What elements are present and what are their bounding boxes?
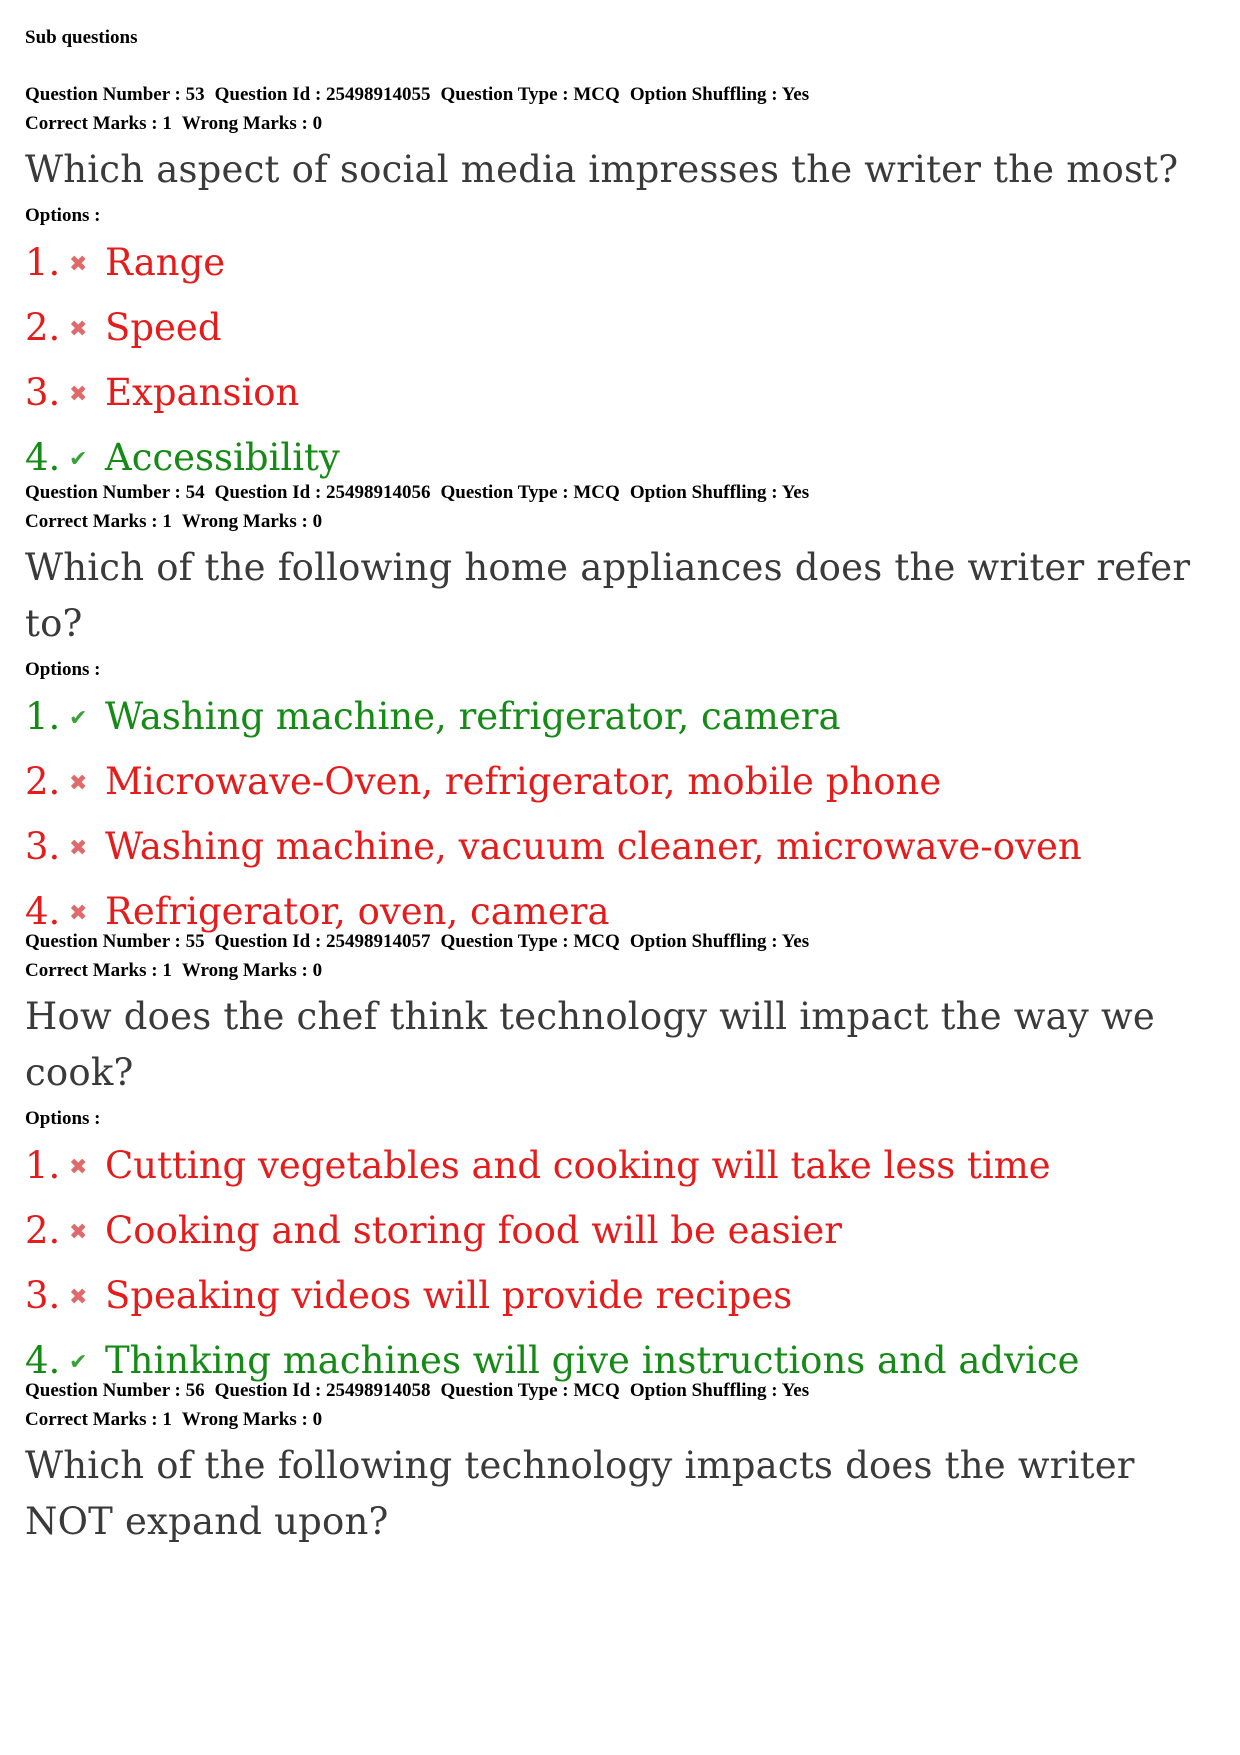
question-block [25, 478, 1215, 944]
option-text: Washing machine, refrigerator, camera [105, 695, 841, 738]
option-item [25, 1263, 1215, 1328]
option-shuffling-label: Option Shuffling : [629, 84, 778, 105]
question-text: Which aspect of social media impresses the writer the most? [25, 148, 1179, 191]
option-text: Cooking and storing food will be easier [105, 1209, 842, 1252]
wrong-marks: 0 [312, 960, 323, 981]
cross-icon: ✖ [69, 382, 88, 407]
wrong-marks: 0 [312, 1409, 323, 1430]
correct-marks: 1 [162, 1409, 172, 1430]
question-number-label: Question Number : [25, 84, 181, 105]
question-type-label: Question Type : [440, 84, 569, 105]
question-id: 25498914058 [326, 1380, 431, 1401]
option-text: Thinking machines will give instructions and advice [105, 1339, 1080, 1382]
options-list [25, 684, 1215, 944]
question-meta-line [25, 927, 1215, 956]
options-label: Options : [25, 1108, 101, 1129]
option-number: 1. [25, 1144, 61, 1187]
option-item [25, 684, 1215, 749]
question-type: MCQ [573, 84, 620, 105]
correct-marks-label: Correct Marks : [25, 511, 158, 532]
check-icon: ✔ [69, 706, 88, 731]
question-type-label: Question Type : [440, 931, 569, 952]
cross-icon: ✖ [69, 1220, 88, 1245]
cross-icon: ✖ [69, 901, 88, 926]
options-label: Options : [25, 659, 101, 680]
check-icon: ✔ [69, 1350, 88, 1375]
option-item [25, 749, 1215, 814]
question-id-label: Question Id : [214, 84, 322, 105]
cross-icon: ✖ [69, 771, 88, 796]
question-type: MCQ [573, 482, 620, 503]
question-number: 53 [185, 84, 205, 105]
option-item [25, 360, 1215, 425]
options-list [25, 1133, 1215, 1393]
correct-marks: 1 [162, 511, 172, 532]
marks-line [25, 109, 1215, 138]
section-title: Sub questions [25, 27, 138, 48]
question-text: Which of the following home appliances does the writer refer to? [25, 546, 1191, 645]
question-number-label: Question Number : [25, 482, 181, 503]
option-shuffling-label: Option Shuffling : [629, 1380, 778, 1401]
question-id-label: Question Id : [214, 1380, 322, 1401]
question-text: Which of the following technology impacts does the writer NOT expand upon? [25, 1444, 1135, 1543]
marks-line [25, 507, 1215, 536]
question-id: 25498914055 [326, 84, 431, 105]
correct-marks: 1 [162, 960, 172, 981]
question-type-label: Question Type : [440, 1380, 569, 1401]
marks-line [25, 1405, 1215, 1434]
question-id-label: Question Id : [214, 931, 322, 952]
question-meta-line [25, 1376, 1215, 1405]
option-text: Microwave-Oven, refrigerator, mobile phone [105, 760, 942, 803]
question-type: MCQ [573, 931, 620, 952]
marks-line [25, 956, 1215, 985]
question-number: 55 [185, 931, 205, 952]
option-text: Accessibility [105, 436, 340, 479]
cross-icon: ✖ [69, 836, 88, 861]
option-text: Range [105, 241, 226, 284]
option-text: Speed [105, 306, 222, 349]
correct-marks-label: Correct Marks : [25, 1409, 158, 1430]
option-number: 2. [25, 1209, 61, 1252]
correct-marks-label: Correct Marks : [25, 960, 158, 981]
option-shuffling: Yes [781, 84, 810, 105]
option-shuffling: Yes [781, 931, 810, 952]
options-label: Options : [25, 205, 101, 226]
question-block [25, 927, 1215, 1393]
option-text: Cutting vegetables and cooking will take less time [105, 1144, 1051, 1187]
option-number: 1. [25, 695, 61, 738]
cross-icon: ✖ [69, 1155, 88, 1180]
question-number-label: Question Number : [25, 1380, 181, 1401]
options-list [25, 230, 1215, 490]
question-id-label: Question Id : [214, 482, 322, 503]
option-item [25, 230, 1215, 295]
option-item [25, 814, 1215, 879]
question-block [25, 1376, 1215, 1550]
check-icon: ✔ [69, 447, 88, 472]
option-number: 4. [25, 436, 61, 479]
cross-icon: ✖ [69, 317, 88, 342]
option-item [25, 1133, 1215, 1198]
question-meta-line [25, 478, 1215, 507]
wrong-marks-label: Wrong Marks : [181, 960, 308, 981]
question-type-label: Question Type : [440, 482, 569, 503]
option-text: Speaking videos will provide recipes [105, 1274, 793, 1317]
wrong-marks-label: Wrong Marks : [181, 511, 308, 532]
correct-marks-label: Correct Marks : [25, 113, 158, 134]
option-number: 3. [25, 825, 61, 868]
question-number-label: Question Number : [25, 931, 181, 952]
option-number: 2. [25, 306, 61, 349]
option-item [25, 1198, 1215, 1263]
question-block [25, 80, 1215, 490]
wrong-marks-label: Wrong Marks : [181, 113, 308, 134]
wrong-marks: 0 [312, 113, 323, 134]
question-type: MCQ [573, 1380, 620, 1401]
option-number: 2. [25, 760, 61, 803]
question-number: 56 [185, 1380, 205, 1401]
option-shuffling-label: Option Shuffling : [629, 482, 778, 503]
option-text: Refrigerator, oven, camera [105, 890, 610, 933]
question-meta-line [25, 80, 1215, 109]
option-number: 4. [25, 890, 61, 933]
cross-icon: ✖ [69, 1285, 88, 1310]
wrong-marks: 0 [312, 511, 323, 532]
cross-icon: ✖ [69, 252, 88, 277]
wrong-marks-label: Wrong Marks : [181, 1409, 308, 1430]
option-shuffling-label: Option Shuffling : [629, 931, 778, 952]
option-number: 3. [25, 371, 61, 414]
question-number: 54 [185, 482, 205, 503]
question-text: How does the chef think technology will impact the way we cook? [25, 995, 1155, 1094]
option-number: 3. [25, 1274, 61, 1317]
option-item [25, 295, 1215, 360]
option-shuffling: Yes [781, 1380, 810, 1401]
option-text: Expansion [105, 371, 300, 414]
question-id: 25498914056 [326, 482, 431, 503]
option-number: 1. [25, 241, 61, 284]
option-text: Washing machine, vacuum cleaner, microwave-oven [105, 825, 1082, 868]
correct-marks: 1 [162, 113, 172, 134]
question-id: 25498914057 [326, 931, 431, 952]
option-shuffling: Yes [781, 482, 810, 503]
option-number: 4. [25, 1339, 61, 1382]
